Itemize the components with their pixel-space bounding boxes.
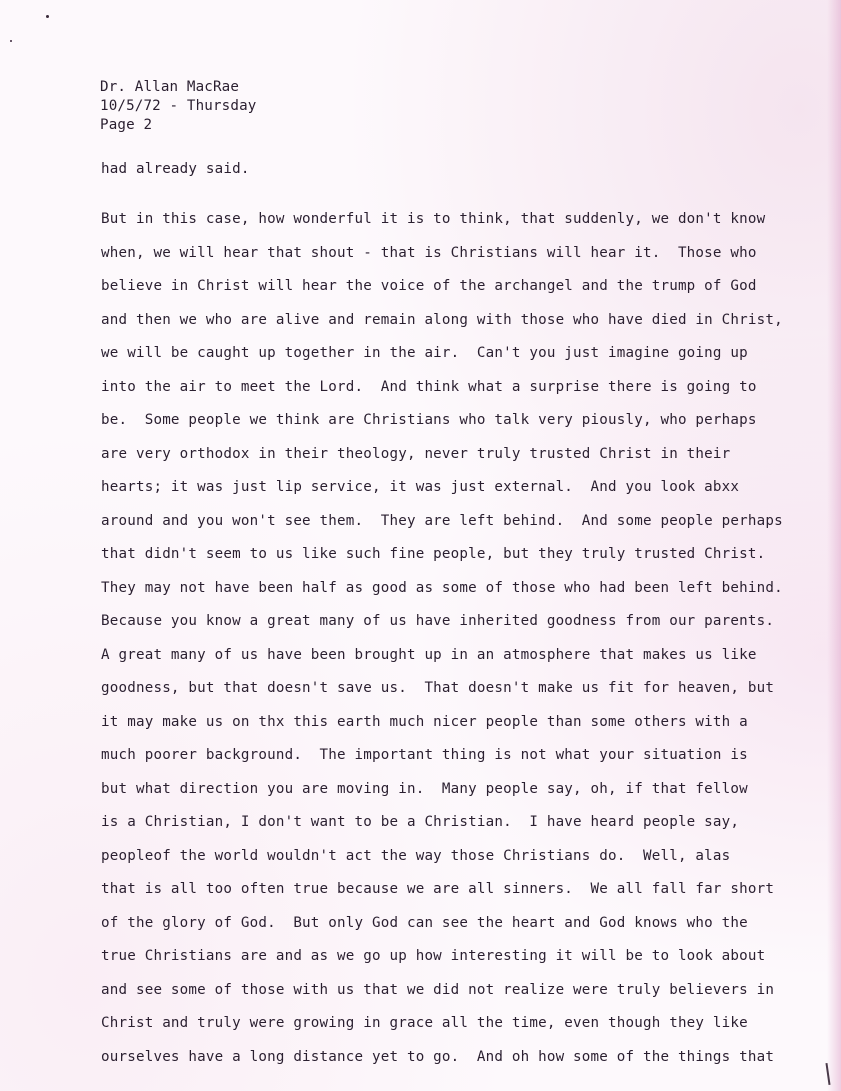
text-line: we will be caught up together in the air. Can't you just imagine going up — [101, 345, 748, 361]
text-line: Christ and truly were growing in grace all the time, even though they like — [101, 1015, 748, 1031]
text-line: true Christians are and as we go up how interesting it will be to look about — [101, 948, 766, 964]
text-line: hearts; it was just lip service, it was just external. And you look abxx — [101, 479, 740, 495]
text-line: ourselves have a long distance yet to go. And oh how some of the things that — [101, 1048, 775, 1065]
text-line: goodness, but that doesn't save us. That doesn't make us fit for heaven, but — [101, 680, 775, 696]
text-line: Because you know a great many of us have inherited goodness from our parents. — [101, 613, 775, 629]
text-line: of the glory of God. But only God can see the heart and God knows who the — [101, 914, 748, 931]
text-line: into the air to meet the Lord. And think what a surprise there is going to — [101, 378, 757, 395]
transcript-body — [101, 158, 801, 1079]
text-line: A great many of us have been brought up in an atmosphere that makes us like — [101, 646, 757, 663]
date-line: 10/5/72 - Thursday — [100, 98, 257, 114]
text-line: be. Some people we think are Christians who talk very piously, who perhaps — [101, 412, 757, 428]
text-line: that didn't seem to us like such fine people, but they truly trusted Christ. — [101, 546, 766, 562]
text-line: it may make us on thx this earth much nicer people than some others with a — [101, 713, 748, 730]
page-speck-small — [10, 40, 12, 42]
text-line: had already said. — [101, 161, 250, 177]
page-edge-shading — [827, 0, 841, 1091]
text-line: that is all too often true because we are all sinners. We all fall far short — [101, 881, 775, 897]
text-line: is a Christian, I don't want to be a Christian. I have heard people say, — [101, 814, 740, 830]
text-line: around and you won't see them. They are left behind. And some people perhaps — [101, 512, 783, 529]
text-line: believe in Christ will hear the voice of the archangel and the trump of God — [101, 278, 757, 294]
document-header — [100, 78, 256, 135]
text-line: peopleof the world wouldn't act the way those Christians do. Well, alas — [101, 847, 731, 864]
page-speck — [46, 15, 49, 18]
text-line: But in this case, how wonderful it is to think, that suddenly, we don't know — [101, 211, 766, 227]
text-line: and then we who are alive and remain along with those who have died in Christ, — [101, 311, 783, 328]
text-line: are very orthodox in their theology, never truly trusted Christ in their — [101, 445, 731, 462]
text-line: much poorer background. The important thing is not what your situation is — [101, 747, 748, 763]
page-number-line: Page 2 — [100, 117, 153, 133]
author-line: Dr. Allan MacRae — [100, 79, 240, 95]
text-line: when, we will hear that shout - that is Christians will hear it. Those who — [101, 244, 757, 261]
text-line: They may not have been half as good as some of those who had been left behind. — [101, 579, 783, 596]
text-line: and see some of those with us that we did not realize were truly believers in — [101, 981, 775, 998]
text-line: but what direction you are moving in. Many people say, oh, if that fellow — [101, 780, 748, 797]
